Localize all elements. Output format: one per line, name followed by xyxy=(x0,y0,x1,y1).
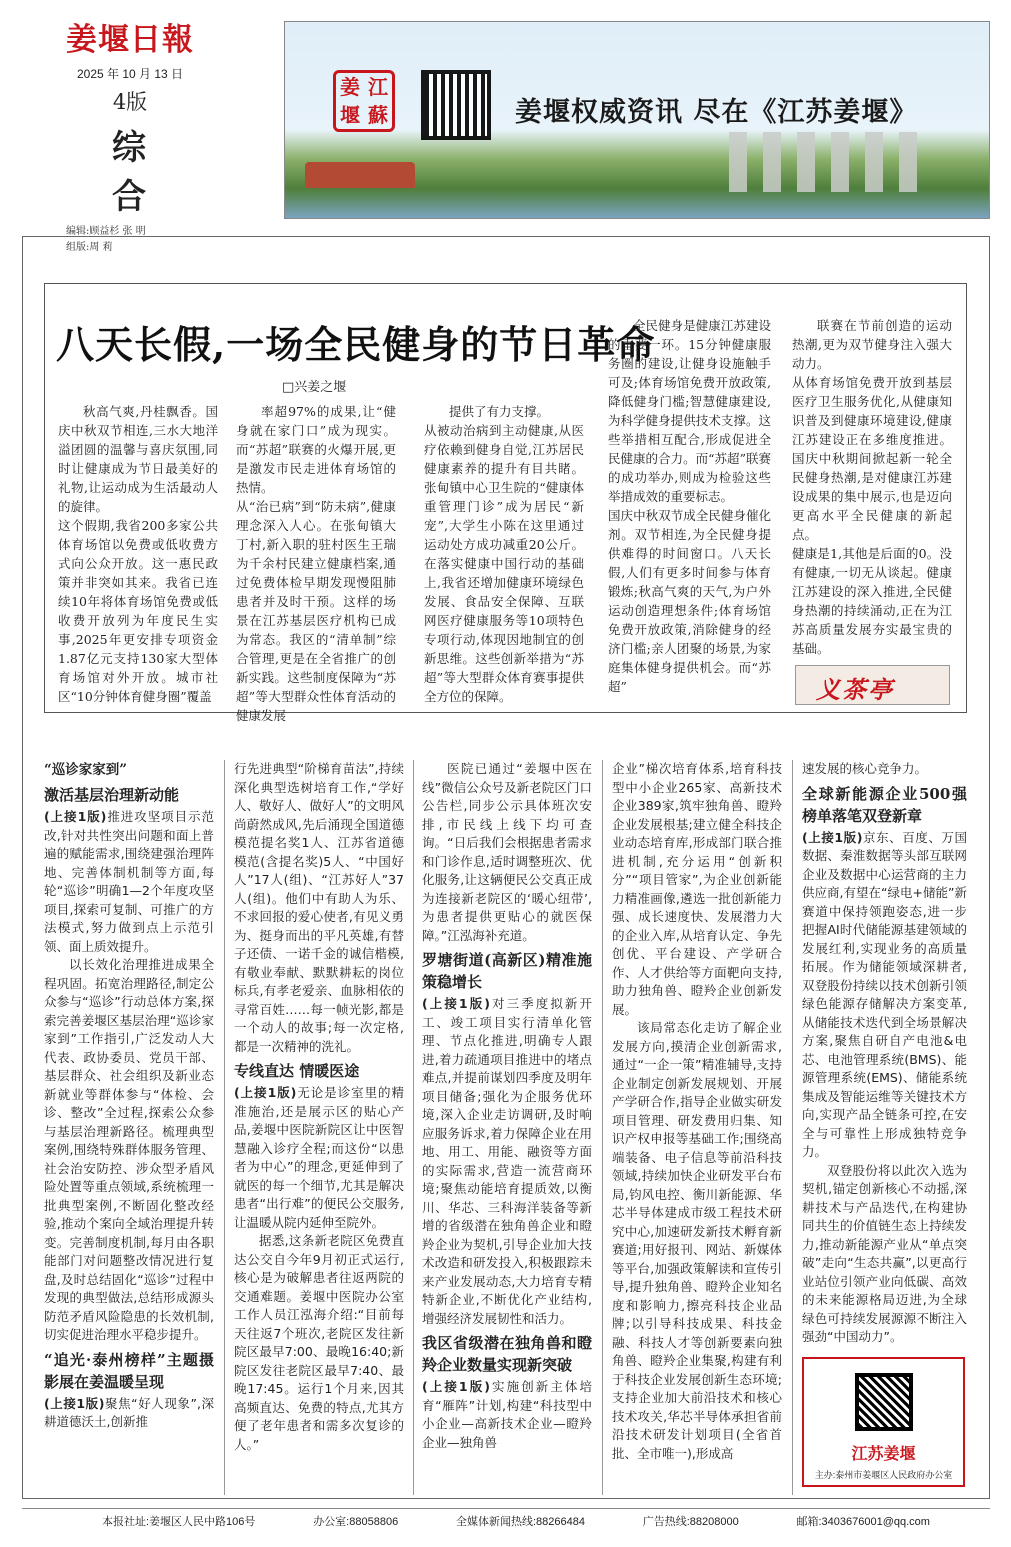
column-divider xyxy=(792,760,793,1495)
article-paragraph: (上接1版)京东、百度、万国数据、秦淮数据等头部互联网企业及数据中心运营商的主力供应商,有望在“绿电+储能”新赛道中保持领跑姿态,进一步把握AI时代储能源基建领域的发展红利,实现业务的高质量拓展。作为储能领域深耕者,双登股份持续以技术创新引领绿色能源存储解决方案变革,从储能技术迭代到全场景解决方案,聚焦自研自产电池&电芯、电池管理系统(BMS)、能源管理系统(EMS)、储能系统集成及智能运维等关键技术方向,实现产品全链条可控,在安全与可靠性上形成独特竞争力。 xyxy=(802,829,967,1159)
continued-tag: (上接1版) xyxy=(44,1395,105,1411)
article-paragraph: (上接1版)聚焦“好人现象”,深耕道德沃土,创新推 xyxy=(44,1395,214,1429)
app-promo-box[interactable] xyxy=(802,1357,965,1487)
article-paragraph: (上接1版)实施创新主体培育“雁阵”计划,构建“科技型中小企业—高新技术企业—瞪羚企业—独角兽 xyxy=(422,1379,592,1450)
footer-ads: 广告热线:88208000 xyxy=(642,1516,739,1528)
seal-char: 姜 xyxy=(340,75,360,99)
sponsor: 主办:泰州市姜堰区人民政府办公室 xyxy=(814,1470,953,1480)
article-paragraph: 速发展的核心竞争力。 xyxy=(802,761,928,776)
article-paragraph: 企业”梯次培育体系,培育科技型中小企业265家、高新技术企业389家,筑牢独角兽、瞪羚企业发展根基;建立健全科技企业动态培育库,形成部门联合推进机制,充分运用“创新积分”“项目管家”,为企业创新能力精准画像,遴选一批创新能力强、成长速度快、发展潜力大的企业入库,从培育认定、争先创优、平台建设、产学研合作、人才供给等方面靶向支持,助力独角兽、瞪羚企业创新发展。 xyxy=(612,761,782,1017)
article-paragraph: (上接1版)推进攻坚项目示范改,针对共性突出问题和面上普遍的赋能需求,围绕建强治理阵地、完善体制机制等方面,每轮“巡诊”明确1—2个年度攻坚项目,探索可复制、可推广的方法模式,努力做到点上示范引领、面上质效提升。 xyxy=(44,809,214,954)
footer-hotline: 全媒体新闻热线:88266484 xyxy=(455,1516,585,1528)
article-paragraph: (上接1版)对三季度拟新开工、竣工项目实行清单化管理、节点化推进,明确专人跟进,着力疏通项目推进中的堵点难点,并提前谋划四季度及明年项目储备;强化为企服务优环境,深入企业走访调研,及时响应服务诉求,着力保障企业在用地、用工、用能、融资等方面的实际需求,营造一流营商环境;聚焦动能培育提质效,以衡川、华芯、三科海洋装备等新增的省级潜在独角兽企业和瞪羚企业为契机,引导企业加大技术改造和研发投入,积极跟踪未来产业发展动态,大力培育专精特新企业,不断优化产业结构,增强经济发展韧性和活力。 xyxy=(422,996,592,1326)
paper-logo: 姜堰日報 xyxy=(66,22,194,58)
seal-char: 堰 xyxy=(340,103,360,127)
lead-text: 全民健身是健康江苏建设的重要一环。15分钟健康服务圈的建设,让健身设施触手可及;体育场馆免费开放政策,降低健身门槛;智慧健康建设,为科学健身提供技术支撑。这些举措相互配合,形成促进全民健康的合力。而“苏超”联赛的成功举办,则成为检验这些举措成效的重要标志。 国庆中秋双节成全民健身催化剂。双节相连,为全民健身提供难得的时间窗口。八天长假,人们有更多时间参与体育锻炼;秋高气爽的天气,为户外运动创造理想条件;体育场馆免费开放政策,消除健身的经济门槛;亲人团聚的场景,为家庭集体健身提供机会。而“苏超” xyxy=(608,318,771,694)
article-paragraph: 双登股份将以此次入选为契机,锚定创新核心不动摇,深耕技术与产品迭代,在构建协同共生的价值链生态上持续发力,推动新能源产业从“单点突破”走向“生态共赢”,以更高行业站位引领产业向低碳、高效的未来能源格局迈进,为全球绿色可持续发展源源不断注入强劲“中国动力”。 xyxy=(802,1162,967,1344)
article-headline[interactable]: 全球新能源企业500强榜单落笔双登新章 xyxy=(802,784,967,825)
lead-column-3 xyxy=(424,402,584,706)
lead-text: 联赛在节前创造的运动热潮,更为双节健身注入强大动力。 从体育场馆免费开放到基层医疗卫生服务优化,从健康知识普及到健康环境建设,健康江苏建设正在多维度推进。国庆中秋期间掀起新一轮全民健身热潮,是对健康江苏建设成果的集中展示,也是迈向更高水平全民健康的新起点。 健康是1,其他是后面的0。没有健康,一切无从谈起。健康江苏建设的深入推进,全民健身热潮的持续涌动,正在为江苏高质量发展夯实最宝贵的基础。 xyxy=(792,318,952,656)
lead-headline[interactable]: 八天长假,一场全民健身的节日革命 xyxy=(56,322,656,367)
article-paragraph: 行先进典型“阶梯育苗法”,持续深化典型选树培育工作,“学好人、敬好人、做好人”的文明风尚蔚然成风,先后涌现全国道德模范提名奖1人、江苏省道德模范(含提名奖)5人、“中国好人”17人(组)、“江苏好人”37人(组)。他们中有助人为乐、不求回报的爱心使者,有见义勇为、挺身而出的平凡英雄,有替子还债、一诺千金的诚信楷模,有敬业奉献、默默耕耘的岗位标兵,有孝老爱亲、血脉相依的寻常百姓……每一帧光影,都是一个动人的故事;每一次定格,都是一次精神的洗礼。 xyxy=(234,761,404,1054)
article-headline[interactable]: 专线直达 情暖医途 xyxy=(234,1062,360,1080)
editors: 编辑:顾益杉 张 明 xyxy=(66,226,146,237)
skyline-image xyxy=(729,132,929,192)
qr-code-icon[interactable] xyxy=(421,70,491,140)
lead-text: 秋高气爽,丹桂飘香。国庆中秋双节相连,三水大地洋溢团圆的温馨与喜庆氛围,同时让健康成为节日最美好的礼物,让运动成为生活最动人的旋律。 这个假期,我省200多家公共体育场馆以免费或低收费方式向公众开放。这一惠民政策并非突如其来。我省已连续10年将体育场馆免费或低收费开放列为年度民生实事,2025年更安排专项资金1.87亿元支持130家大型体育场馆对外开放。城市社区“10分钟体育健身圈”覆盖 xyxy=(58,404,218,704)
page-number: 4版 xyxy=(112,90,148,114)
article-paragraph: 以长效化治理推进成果全程巩固。拓宽治理路径,制定公众参与“巡诊”行动总体方案,探索完善姜堰区基层治理“巡诊家家到”工作指引,广泛发动人大代表、政协委员、党员干部、基层群众、社会组织及新业态新就业等群体参与“体检、会诊、整改”全过程,探索公众参与基层治理新路径。梳理典型案例,围绕特殊群体服务管理、社会治安防控、涉众型矛盾风险处置等重点领域,系统梳理一批典型案例,不断固化整改经验,推动个案向全域治理提升转变。完善制度机制,每月由各职能部门对问题整改情况进行复盘,及时总结固化“巡诊”过程中发现的典型做法,总结形成源头防范矛盾风险隐患的长效机制,切实促进治理水平稳步提升。 xyxy=(44,957,214,1342)
continued-tag: (上接1版) xyxy=(802,829,863,845)
banner-slogan: 姜堰权威资讯 尽在《江苏姜堰》 xyxy=(515,97,918,128)
qr-code-icon[interactable] xyxy=(855,1373,913,1431)
promo-banner[interactable] xyxy=(284,21,990,219)
continued-tag: (上接1版) xyxy=(422,996,490,1011)
lower-column-5 xyxy=(802,760,967,1347)
lead-column-4 xyxy=(608,316,771,696)
seal-char: 蘇 xyxy=(368,103,388,127)
issue-date: 2025 年 10 月 13 日 xyxy=(76,67,184,81)
masthead xyxy=(60,14,200,256)
article-headline[interactable]: 我区省级潜在独角兽和瞪羚企业数量实现新突破 xyxy=(422,1334,592,1374)
column-divider xyxy=(413,760,414,1495)
continued-tag: (上接1版) xyxy=(234,1085,297,1100)
article-kicker: “巡诊家家到” xyxy=(44,762,128,778)
lower-column-3 xyxy=(422,760,592,1452)
column-logo: 义茶亭 xyxy=(795,665,950,705)
continued-tag: (上接1版) xyxy=(422,1379,490,1394)
lead-text: 提供了有力支撑。 从被动治病到主动健康,从医疗依赖到健身自觉,江苏居民健康素养的提升有目共睹。张甸镇中心卫生院的“健康体重管理门诊”成为居民“新宠”,大学生小陈在这里通过运动处方成功减重20公斤。在落实健康中国行动的基础上,我省还增加健康环境绿色发展、食品安全保障、互联网医疗健康服务等10项特色专项行动,体现因地制宜的创新思维。这些创新举措为“苏超”等大型群众体育赛事提供全方位的保障。 xyxy=(424,404,584,704)
column-divider xyxy=(224,760,225,1495)
article-headline[interactable]: 罗塘街道(高新区)精准施策稳增长 xyxy=(422,951,592,991)
pavilion-image xyxy=(305,162,415,188)
lower-column-4 xyxy=(612,760,782,1463)
footer-address: 本报社址:姜堰区人民中路106号 xyxy=(102,1516,256,1528)
layout-editor: 组版:周 莉 xyxy=(66,242,113,253)
jiangsu-jiangyan-seal xyxy=(333,70,395,132)
continued-tag: (上接1版) xyxy=(44,809,107,824)
column-divider xyxy=(602,760,603,1495)
article-headline[interactable]: “追光·泰州榜样”主题摄影展在姜温暖呈现 xyxy=(44,1350,214,1391)
app-name: 江苏姜堰 xyxy=(851,1444,916,1463)
page-footer xyxy=(22,1508,990,1532)
article-paragraph: (上接1版)无论是诊室里的精准施治,还是展示区的贴心产品,姜堰中医院新院区让中医智慧融入诊疗全程;而这份“以患者为中心”的理念,更延伸到了就医的每一个细节,尤其是解决患者“出行难”的便民公交服务,让温暖从院内延伸至院外。 xyxy=(234,1085,404,1230)
seal-char: 江 xyxy=(368,75,388,99)
article-paragraph: 医院已通过“姜堰中医在线”微信公众号及新老院区门口公告栏,同步公示具体班次安排,市民线上线下均可查询。“日后我们会根据患者需求和门诊作息,适时调整班次、优化服务,让这辆便民公交真正成为连接新老院区的‘暖心纽带’,为患者提供更贴心的就医保障。”江泓海补充道。 xyxy=(422,761,592,943)
lead-column-1 xyxy=(58,402,218,706)
section-title: 综 合 xyxy=(112,128,164,217)
lead-text: 率超97%的成果,让“健身就在家门口”成为现实。而“苏超”联赛的火爆开展,更是激发市民走进体育场馆的热情。 从“治已病”到“防未病”,健康理念深入人心。在张甸镇大丁村,新入职的驻村医生王瑞为千余村民建立健康档案,通过免费体检早期发现慢阻肺患者并及时干预。这样的场景在江苏基层医疗机构已成为常态。我区的“清单制”综合管理,更是在全省推广的创新实践。这些制度保障为“苏超”等大型群众性体育活动的健康发展 xyxy=(236,404,396,723)
lead-byline: □兴姜之堰 xyxy=(282,380,347,395)
lower-column-2 xyxy=(234,760,404,1454)
lower-column-1 xyxy=(44,760,214,1432)
lead-column-5 xyxy=(792,316,952,658)
article-paragraph: 该局常态化走访了解企业发展方向,摸清企业创新需求,通过“一企一策”精准辅导,支持企业制定创新发展规划、开展产学研合作,指导企业做实研发项目管理、研发费用归集、知识产权申报等基础工作;围绕高端装备、电子信息等前沿科技领域,持续加快企业研发平台布局,钧风电控、衡川新能源、华芯半导体建成市级工程技术研究中心,加速研发新技术孵育新赛道;用好报刊、网站、新媒体等平台,加强政策解读和宣传引导,提升独角兽、瞪羚企业知名度和影响力,擦亮科技企业品牌;以引导科技成果、科技金融、科技人才等创新要素向独角兽、瞪羚企业集聚,构建有利于科技企业发展创新生态环境;支持企业加大前沿技术和核心技术攻关,华芯半导体承担省前沿技术研发计划项目(全省首批、全市唯一),形成高 xyxy=(612,1020,782,1461)
article-paragraph: 据悉,这条新老院区免费直达公交自今年9月初正式运行,核心是为破解患者往返两院的交通难题。姜堰中医院办公室工作人员江泓海介绍:“目前每天往返7个班次,老院区发往新院区最早7:00、最晚16:40;新院区发往老院区最早7:40、最晚17:45。运行1个月来,因其高频直达、免费的特点,尤其方便了老年患者和需多次复诊的人。” xyxy=(234,1233,404,1452)
footer-email[interactable]: 邮箱:3403676001@qq.com xyxy=(796,1516,930,1528)
footer-office: 办公室:88058806 xyxy=(313,1516,399,1528)
article-headline[interactable]: 激活基层治理新动能 xyxy=(44,786,180,804)
lead-column-2 xyxy=(236,402,396,725)
